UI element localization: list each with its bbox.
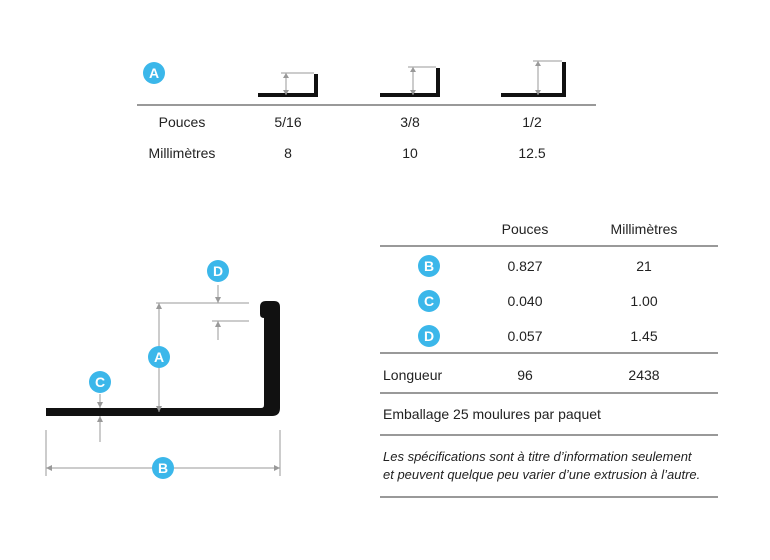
- spec-header-mm: Millimètres: [610, 221, 678, 237]
- badge-b-diagram: B: [152, 457, 174, 479]
- spec-d-mm: 1.45: [630, 328, 658, 344]
- main-profile-drawing: [46, 285, 280, 476]
- top-cell-mm-1: 8: [284, 145, 292, 161]
- spec-header-pouces: Pouces: [501, 221, 549, 237]
- spec-badge-c: C: [418, 290, 440, 312]
- top-cell-pouces-1: 5/16: [274, 114, 302, 130]
- spec-longueur-mm: 2438: [628, 367, 660, 383]
- spec-badge-d: D: [418, 325, 440, 347]
- spec-longueur-label: Longueur: [383, 367, 443, 383]
- spec-b-mm: 21: [636, 258, 652, 274]
- badge-d-diagram: D: [207, 260, 229, 282]
- spec-longueur-pouces: 96: [517, 367, 533, 383]
- top-cell-mm-2: 10: [402, 145, 418, 161]
- spec-disclaimer-line-1: Les spécifications sont à titre d’information seulement: [383, 449, 692, 464]
- profile-3-8-icon: [380, 67, 440, 97]
- spec-badge-b: B: [418, 255, 440, 277]
- top-cell-mm-3: 12.5: [518, 145, 546, 161]
- badge-c-diagram: C: [89, 371, 111, 393]
- spec-d-pouces: 0.057: [507, 328, 543, 344]
- badge-a-top: A: [143, 62, 165, 84]
- spec-c-pouces: 0.040: [507, 293, 543, 309]
- top-row-label-mm: Millimètres: [148, 145, 216, 161]
- profile-5-16-icon: [258, 73, 318, 97]
- spec-packaging: Emballage 25 moulures par paquet: [383, 406, 601, 422]
- badge-a-diagram: A: [148, 346, 170, 368]
- top-cell-pouces-2: 3/8: [400, 114, 420, 130]
- spec-c-mm: 1.00: [630, 293, 658, 309]
- spec-disclaimer-line-2: et peuvent quelque peu varier d’une extrusion à l’autre.: [383, 467, 701, 482]
- profile-1-2-icon: [501, 61, 566, 97]
- top-cell-pouces-3: 1/2: [522, 114, 542, 130]
- top-row-label-pouces: Pouces: [158, 114, 206, 130]
- spec-b-pouces: 0.827: [507, 258, 543, 274]
